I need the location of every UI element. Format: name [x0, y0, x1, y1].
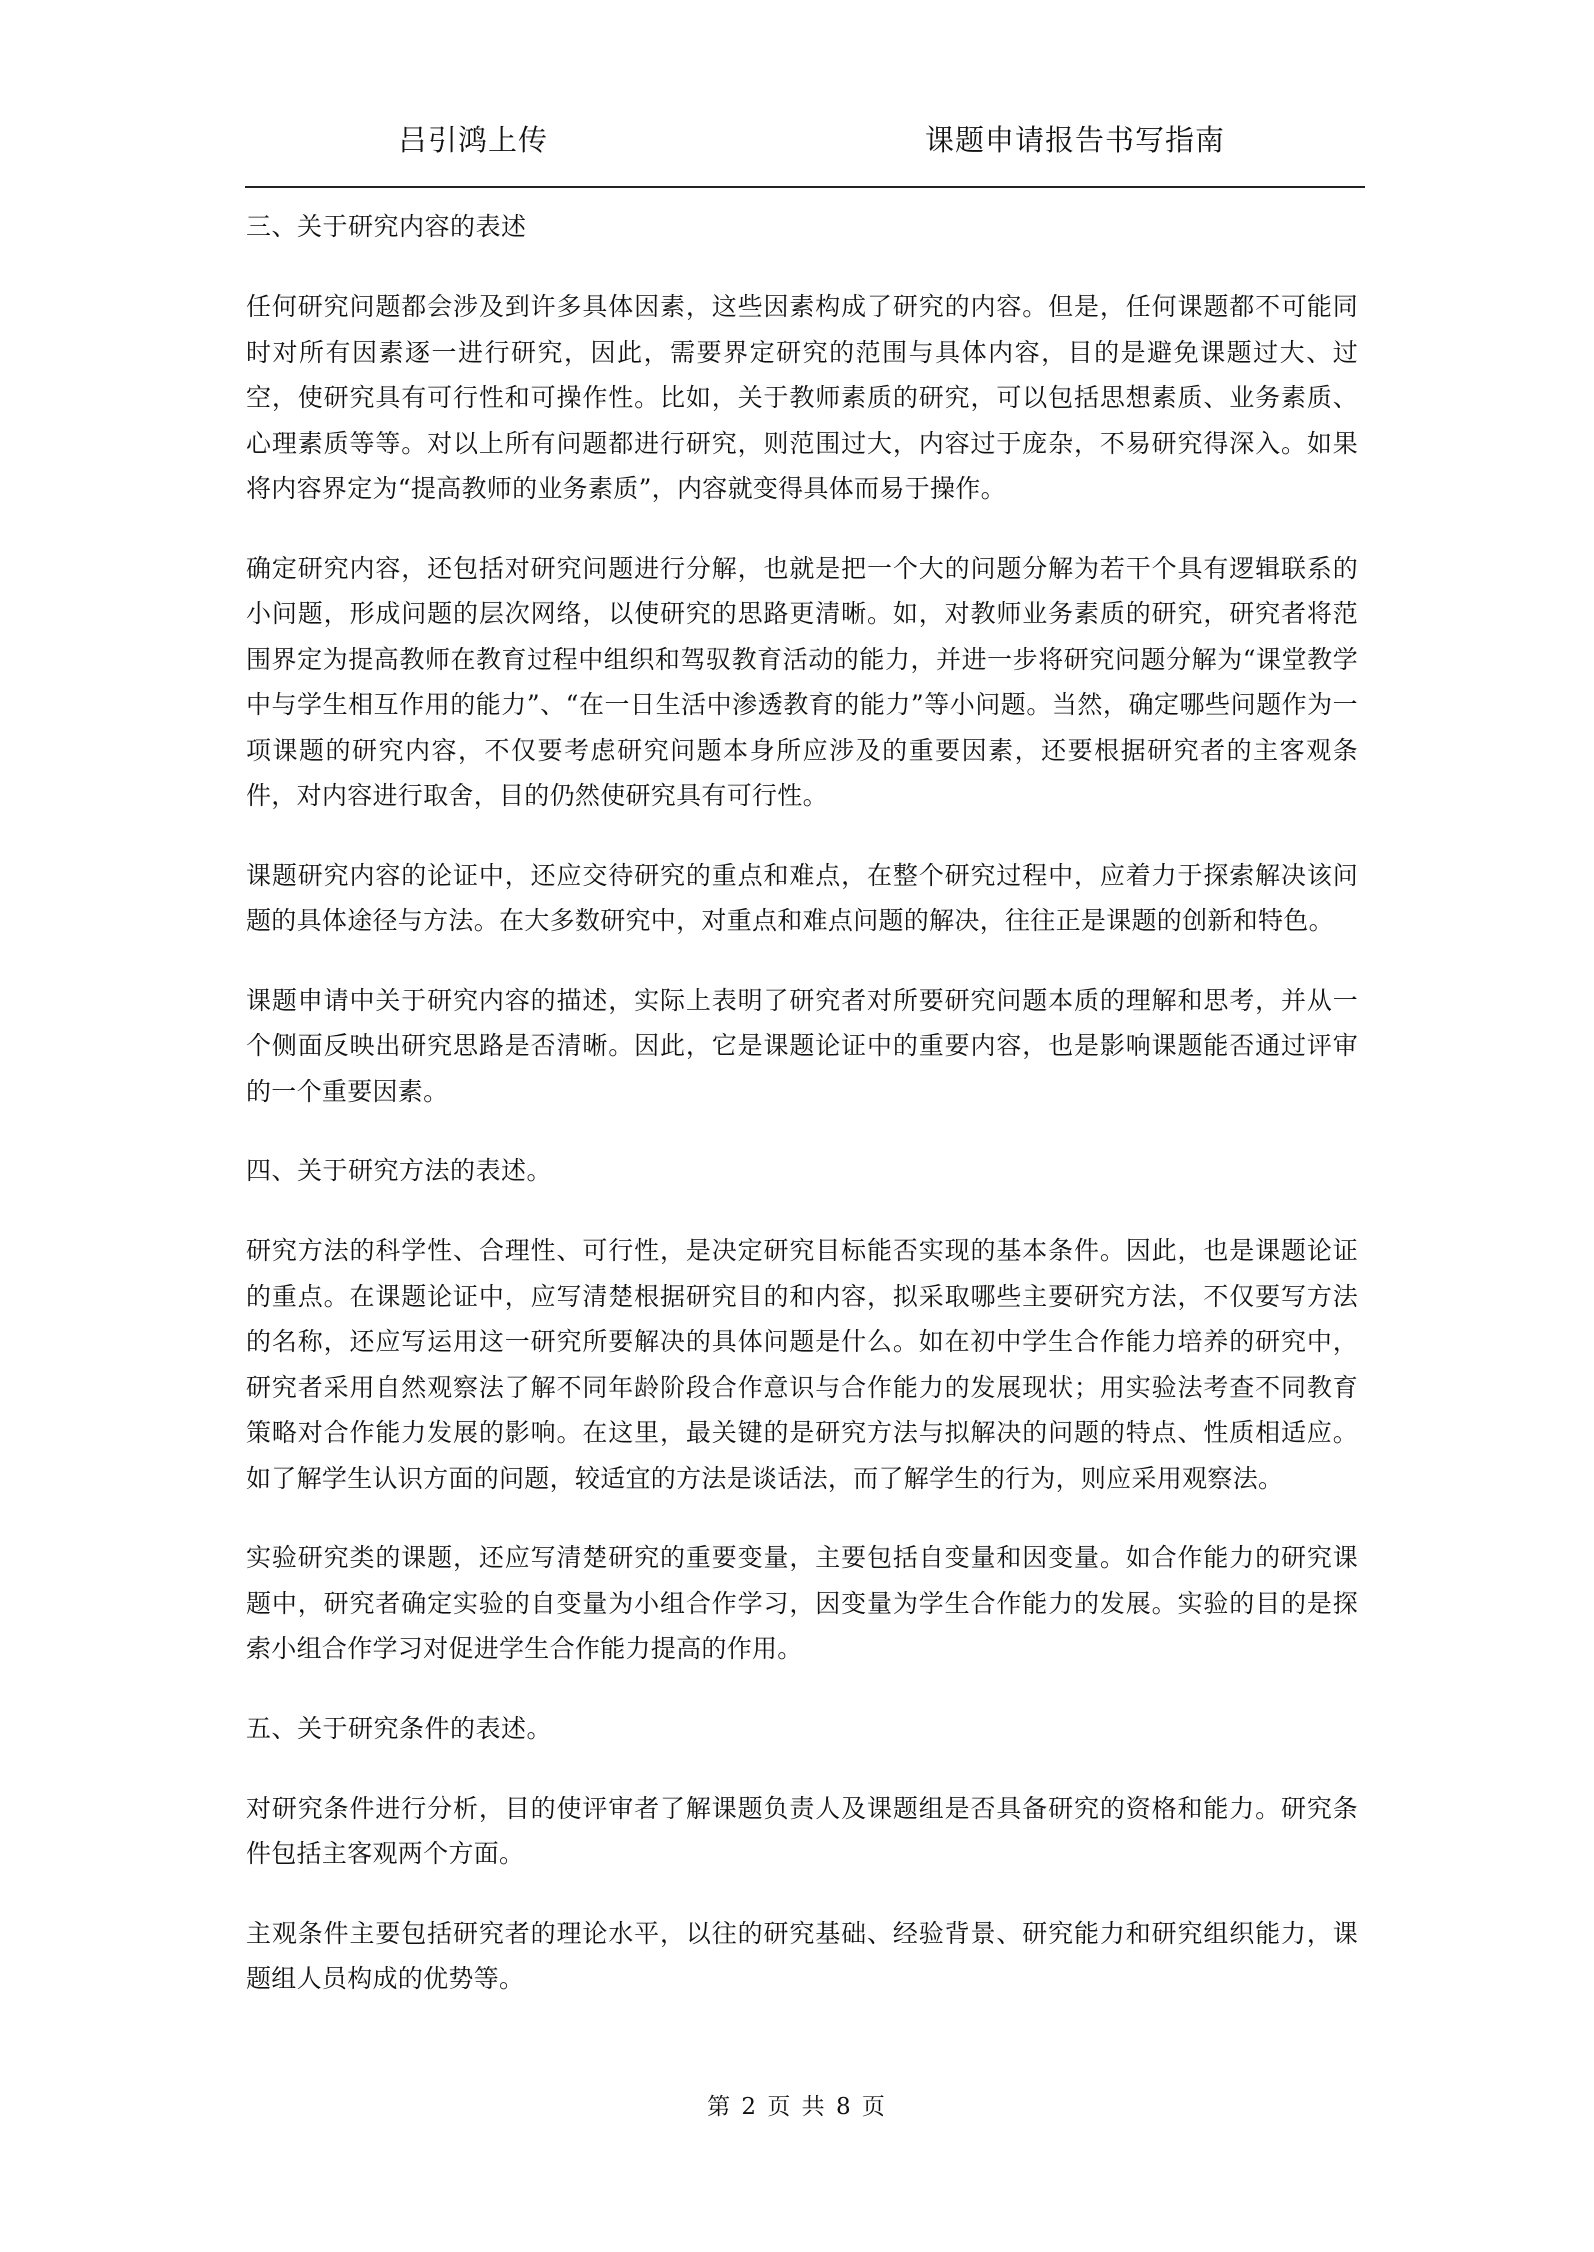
paragraph: 课题申请中关于研究内容的描述，实际上表明了研究者对所要研究问题本质的理解和思考，并从一个侧面反映出研究思路是否清晰。因此，它是课题论证中的重要内容，也是影响课题能否通过评审的一个重要因素。 — [246, 985, 1358, 1106]
paragraph: 研究方法的科学性、合理性、可行性，是决定研究目标能否实现的基本条件。因此，也是课题论证的重点。在课题论证中，应写清楚根据研究目的和内容，拟采取哪些主要研究方法，不仅要写方法的名称，还应写运用这一研究所要解决的具体问题是什么。如在初中学生合作能力培养的研究中，研究者采用自然观察法了解不同年龄阶段合作意识与合作能力的发展现状；用实验法考查不同教育策略对合作能力发展的影响。在这里，最关键的是研究方法与拟解决的问题的特点、性质相适应。如了解学生认识方面的问题，较适宜的方法是谈话法，而了解学生的行为，则应采用观察法。 — [246, 1236, 1358, 1493]
main-content — [246, 204, 1358, 2002]
section-heading-research-content: 三、关于研究内容的表述 — [246, 212, 527, 241]
paragraph: 确定研究内容，还包括对研究问题进行分解，也就是把一个大的问题分解为若干个具有逻辑联系的小问题，形成问题的层次网络，以使研究的思路更清晰。如，对教师业务素质的研究，研究者将范围界定为提高教师在教育过程中组织和驾驭教育活动的能力，并进一步将研究问题分解为“课堂教学中与学生相互作用的能力”、“在一日生活中渗透教育的能力”等小问题。当然，确定哪些问题作为一项课题的研究内容，不仅要考虑研究问题本身所应涉及的重要因素，还要根据研究者的主客观条件，对内容进行取舍，目的仍然使研究具有可行性。 — [246, 553, 1358, 810]
paragraph: 课题研究内容的论证中，还应交待研究的重点和难点，在整个研究过程中，应着力于探索解决该问题的具体途径与方法。在大多数研究中，对重点和难点问题的解决，往往正是课题的创新和特色。 — [246, 860, 1358, 935]
header-uploader: 吕引鸿上传 — [398, 123, 549, 157]
header-doc-title: 课题申请报告书写指南 — [925, 123, 1226, 157]
paragraph: 实验研究类的课题，还应写清楚研究的重要变量，主要包括自变量和因变量。如合作能力的研究课题中，研究者确定实验的自变量为小组合作学习，因变量为学生合作能力的发展。实验的目的是探索小组合作学习对促进学生合作能力提高的作用。 — [246, 1543, 1358, 1663]
paragraph: 任何研究问题都会涉及到许多具体因素，这些因素构成了研究的内容。但是，任何课题都不可能同时对所有因素逐一进行研究，因此，需要界定研究的范围与具体内容，目的是避免课题过大、过空，使研究具有可行性和可操作性。比如，关于教师素质的研究，可以包括思想素质、业务素质、心理素质等等。对以上所有问题都进行研究，则范围过大，内容过于庞杂，不易研究得深入。如果将内容界定为“提高教师的业务素质”，内容就变得具体而易于操作。 — [246, 292, 1358, 503]
paragraph: 对研究条件进行分析，目的使评审者了解课题负责人及课题组是否具备研究的资格和能力。研究条件包括主客观两个方面。 — [246, 1793, 1358, 1868]
section-heading-research-conditions: 五、关于研究条件的表述。 — [246, 1713, 553, 1743]
page-number: 第 2 页 共 8 页 — [707, 2094, 887, 2120]
header-divider — [245, 186, 1365, 188]
section-heading-research-methods: 四、关于研究方法的表述。 — [246, 1156, 553, 1185]
page-header — [245, 118, 1365, 188]
paragraph: 主观条件主要包括研究者的理论水平，以往的研究基础、经验背景、研究能力和研究组织能力，课题组人员构成的优势等。 — [246, 1918, 1358, 1993]
